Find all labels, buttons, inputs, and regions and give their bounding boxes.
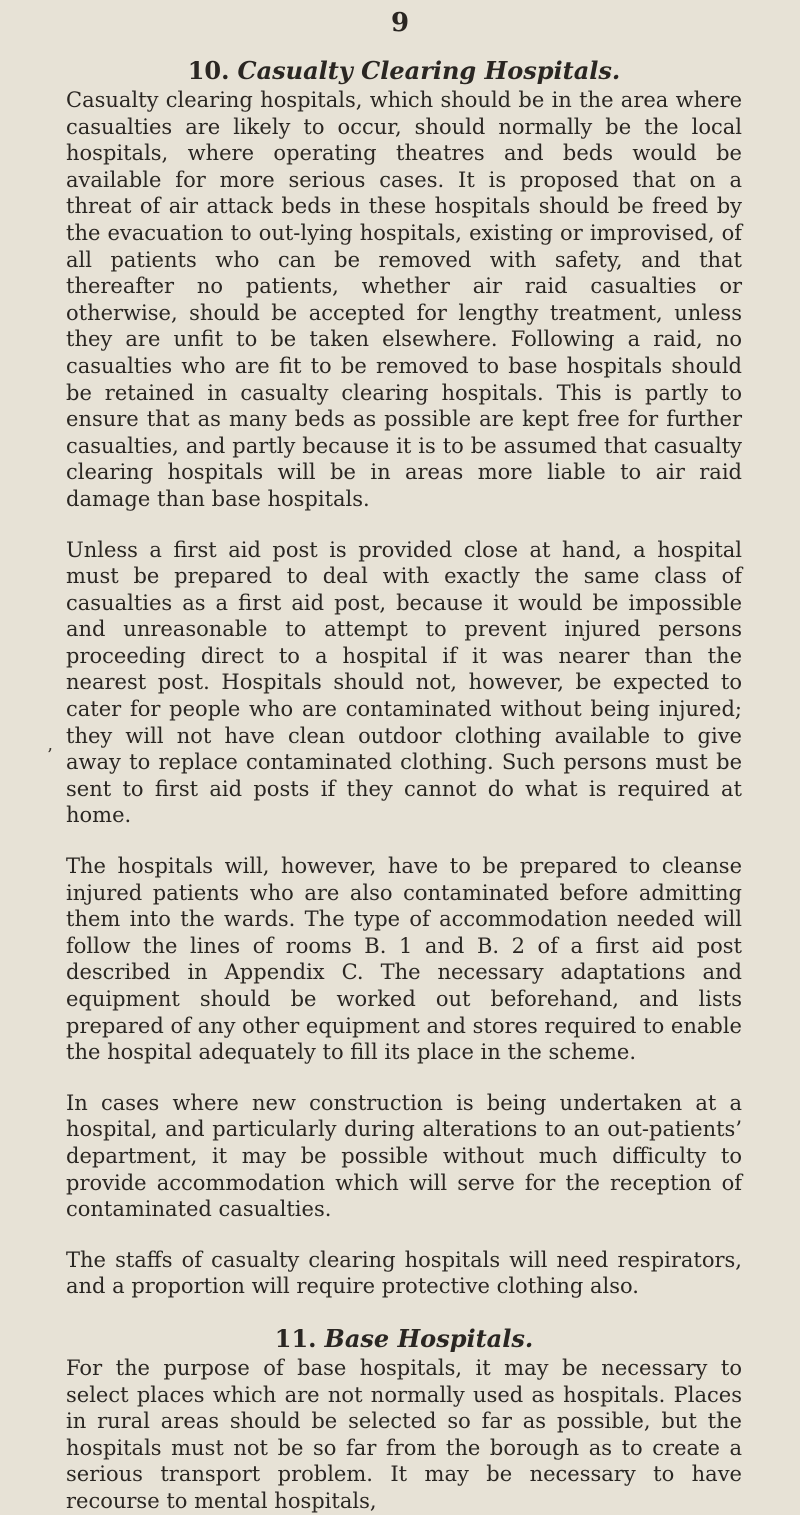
paragraph: The staffs of casualty clearing hospitals will need respirators, and a proportion will require protective clothing also. xyxy=(66,1247,742,1299)
section-heading xyxy=(66,1324,742,1354)
paragraph: Casualty clearing hospitals, which should be in the area where casualties are likely to occur, should normally be the local hospitals, where operating theatres and beds would be available for more serious cases. It is proposed that on a threat of air attack beds in these hospitals should be freed by the evacuation to out-lying hospitals, existing or improvised, of all patients who can be removed with safety, and that thereafter no patients, whether air raid casualties or otherwise, should be accepted for lengthy treatment, unless they are unfit to be taken elsewhere. Following a raid, no casualties who are fit to be removed to base hospitals should be retained in casualty clearing hospitals. This is partly to ensure that as many beds as possible are kept free for further casualties, and partly because it is to be assumed that casualty clearing hospitals will be in areas more liable to air raid damage than base hospitals. xyxy=(66,88,742,511)
page-number: 9 xyxy=(390,8,410,38)
paragraph: For the purpose of base hospitals, it may be necessary to select places which are not normally used as hospitals. Places in rural areas should be selected so far as possible, but the hospitals must not be so far from the borough as to create a serious transport problem. It may be necessary to have recourse to mental hospitals, xyxy=(66,1355,742,1513)
paragraph: The hospitals will, however, have to be prepared to cleanse injured patients who are also contaminated before admitting them into the wards. The type of accommodation needed will follow the lines of rooms B. 1 and B. 2 of a first aid post described in Appendix C. The necessary adaptations and equipment should be worked out beforehand, and lists prepared of any other equipment and stores required to enable the hospital adequately to fill its place in the scheme. xyxy=(66,854,742,1065)
section-11 xyxy=(66,1324,742,1515)
paragraph: Unless a first aid post is provided close at hand, a hospital must be prepared to deal with exactly the same class of casualties as a first aid post, because it would be impossible and unreasonable to attempt to prevent injured persons proceeding direct to a hospital if it was nearer than the nearest post. Hospitals should not, however, be expected to cater for people who are contaminated without being injured; they will not have clean outdoor clothing available to give away to replace contaminated clothing. Such persons must be sent to first aid posts if they cannot do what is required at home. xyxy=(66,537,742,828)
section-number: 11. xyxy=(274,1323,317,1353)
section-heading xyxy=(66,56,742,86)
section-title: Casualty Clearing Hospitals. xyxy=(237,56,621,85)
section-title: Base Hospitals. xyxy=(324,1323,534,1353)
paragraph: In cases where new construction is being undertaken at a hospital, and particularly during alterations to an out-patients’ department, it may be possible without much difficulty to provide accommodation which will serve for the reception of contaminated casualties. xyxy=(66,1090,742,1222)
margin-mark: ’ xyxy=(47,745,53,766)
section-10 xyxy=(66,56,742,1300)
section-number: 10. xyxy=(187,56,230,85)
